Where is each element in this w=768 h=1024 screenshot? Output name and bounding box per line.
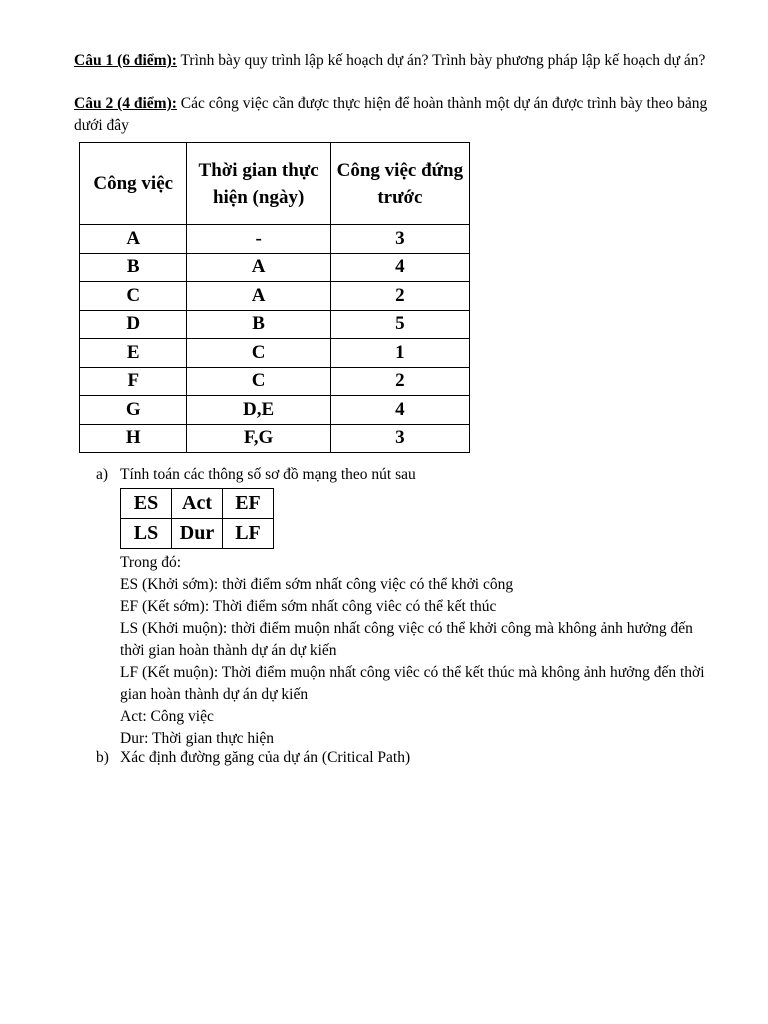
node-ls: LS: [121, 519, 172, 549]
table-cell: C: [187, 339, 330, 368]
item-b-text: Xác định đường găng của dự án (Critical Path): [120, 749, 411, 766]
legend-ls: LS (Khởi muộn): thời điểm muộn nhất công việc có thể khởi công mà không ảnh hưởng đến thời gian hoàn thành dự án dự kiến: [120, 620, 693, 659]
table-cell: G: [80, 396, 187, 425]
question-1: [74, 50, 724, 72]
table-cell: 2: [330, 282, 469, 311]
table-row: [80, 396, 470, 425]
table-row: [80, 367, 470, 396]
table-cell: 3: [330, 225, 469, 254]
header-task: Công việc: [80, 143, 187, 225]
question-2-text: Các công việc cần được thực hiện để hoàn thành một dự án được trình bày theo bảng dưới đây: [74, 95, 708, 134]
node-row-bottom: [121, 519, 274, 549]
node-es: ES: [121, 489, 172, 519]
item-a: [96, 464, 416, 486]
legend-dur: Dur: Thời gian thực hiện: [120, 730, 275, 747]
question-2: [74, 93, 724, 137]
table-cell: E: [80, 339, 187, 368]
header-predecessor: Công việc đứng trước: [330, 143, 469, 225]
item-a-label: a): [96, 466, 109, 483]
question-1-heading: Câu 1 (6 điểm):: [74, 52, 177, 69]
table-row: [80, 310, 470, 339]
node-ef: EF: [223, 489, 274, 519]
table-cell: C: [187, 367, 330, 396]
table-cell: 4: [330, 253, 469, 282]
table-row: [80, 225, 470, 254]
table-cell: 2: [330, 367, 469, 396]
table-cell: 3: [330, 424, 469, 453]
table-cell: D: [80, 310, 187, 339]
table-cell: 4: [330, 396, 469, 425]
legend-ef: EF (Kết sớm): Thời điểm sớm nhất công viêc có thể kết thúc: [120, 598, 497, 615]
table-cell: H: [80, 424, 187, 453]
table-cell: B: [80, 253, 187, 282]
table-row: [80, 282, 470, 311]
network-node-diagram: [120, 488, 274, 549]
table-cell: F,G: [187, 424, 330, 453]
question-1-text: Trình bày quy trình lập kế hoạch dự án? Trình bày phương pháp lập kế hoạch dự án?: [176, 52, 706, 69]
legend: [120, 552, 720, 750]
task-table: [79, 142, 470, 453]
table-cell: 5: [330, 310, 469, 339]
table-cell: A: [187, 253, 330, 282]
question-2-heading: Câu 2 (4 điểm):: [74, 95, 177, 112]
table-cell: -: [187, 225, 330, 254]
table-cell: A: [187, 282, 330, 311]
legend-lf: LF (Kết muộn): Thời điểm muộn nhất công viêc có thể kết thúc mà không ảnh hưởng đến thời gian hoàn thành dự án dự kiến: [120, 664, 705, 703]
table-cell: F: [80, 367, 187, 396]
table-cell: D,E: [187, 396, 330, 425]
node-row-top: [121, 489, 274, 519]
item-b-label: b): [96, 749, 109, 766]
table-cell: 1: [330, 339, 469, 368]
task-table-header-row: [80, 143, 470, 225]
table-row: [80, 339, 470, 368]
table-row: [80, 424, 470, 453]
item-b: [96, 747, 410, 769]
table-cell: C: [80, 282, 187, 311]
legend-act: Act: Công việc: [120, 708, 214, 725]
header-duration: Thời gian thực hiện (ngày): [187, 143, 330, 225]
legend-es: ES (Khởi sớm): thời điểm sớm nhất công việc có thể khởi công: [120, 576, 514, 593]
node-dur: Dur: [172, 519, 223, 549]
item-a-text: Tính toán các thông số sơ đồ mạng theo nút sau: [120, 466, 416, 483]
node-act: Act: [172, 489, 223, 519]
node-lf: LF: [223, 519, 274, 549]
table-row: [80, 253, 470, 282]
table-cell: B: [187, 310, 330, 339]
legend-intro: Trong đó:: [120, 554, 182, 571]
table-cell: A: [80, 225, 187, 254]
